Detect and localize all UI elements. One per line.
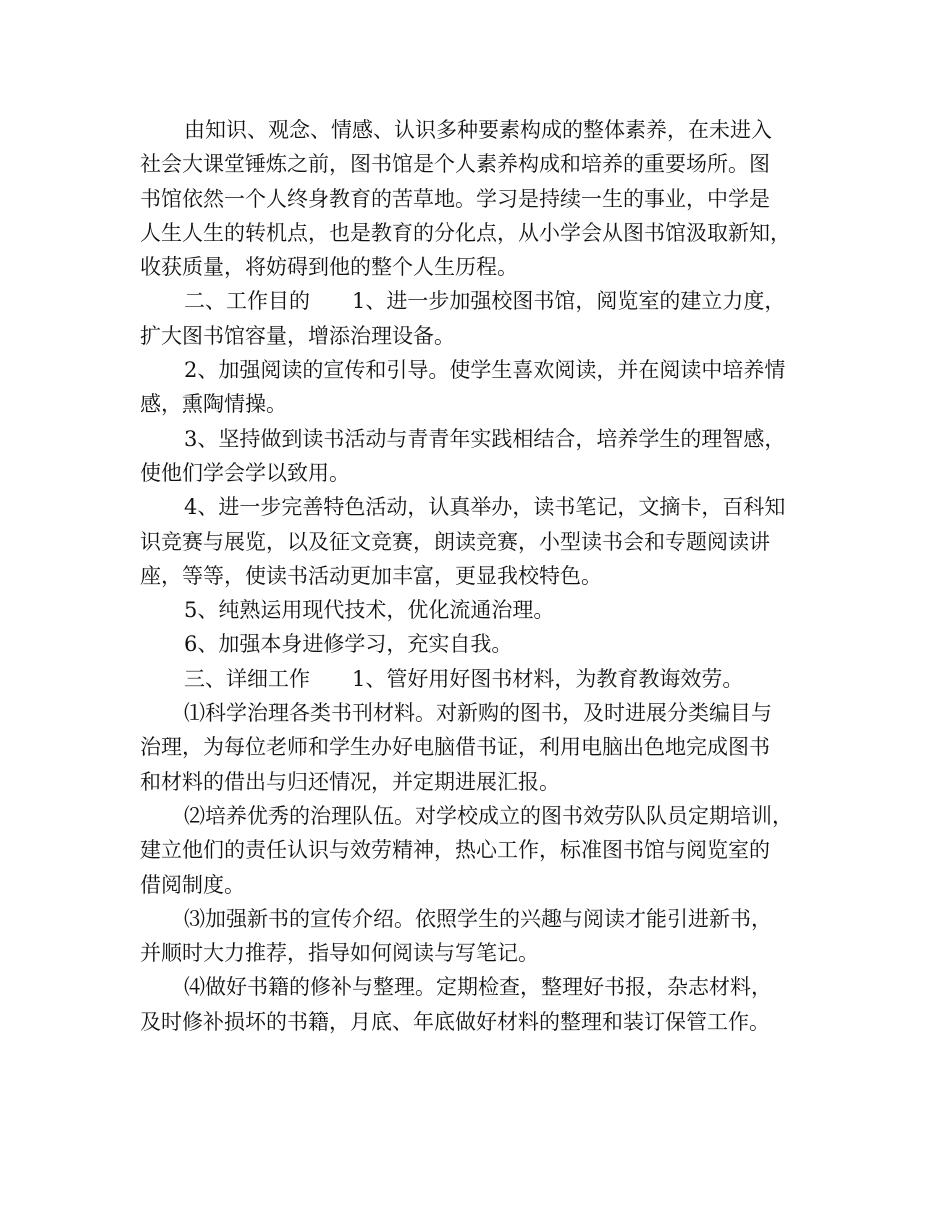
text-line: ⑴科学治理各类书刊材料。对新购的图书，及时进展分类编目与 (184, 701, 772, 726)
text-line: ⑷做好书籍的修补与整理。定期检查，整理好书报，杂志材料， (184, 975, 772, 1000)
text-line: 由知识、观念、情感、认识多种要素构成的整体素养，在未进入 (184, 118, 772, 142)
text-line: 三、详细工作 1、管好用好图书材料，为教育教诲效劳。 (184, 666, 744, 691)
text-line: ⑵培养优秀的治理队伍。对学校成立的图书效劳队队员定期培训， (184, 803, 793, 828)
text-line: 识竞赛与展览，以及征文竞赛，朗读竞赛，小型读书会和专题阅读讲 (140, 529, 770, 554)
text-line: 座，等等，使读书活动更加丰富，更显我校特色。 (140, 563, 602, 588)
text-line: 社会大课堂锤炼之前，图书馆是个人素养构成和培养的重要场所。图 (140, 152, 770, 177)
text-line: ⑶加强新书的宣传介绍。依照学生的兴趣与阅读才能引进新书， (184, 906, 772, 931)
text-line: 人生人生的转机点，也是教育的分化点，从小学会从图书馆汲取新知， (140, 220, 791, 245)
text-line: 6、加强本身进修学习，充实自我。 (184, 632, 513, 657)
text-line: 二、工作目的 1、进一步加强校图书馆，阅览室的建立力度， (184, 289, 786, 314)
text-line: 2、加强阅读的宣传和引导。使学生喜欢阅读，并在阅读中培养情 (184, 358, 786, 383)
text-line: 和材料的借出与归还情况，并定期进展汇报。 (140, 769, 560, 794)
text-line: 4、进一步完善特色活动，认真举办，读书笔记，文摘卡，百科知 (184, 495, 786, 520)
text-line: 借阅制度。 (140, 872, 245, 897)
text-line: 及时修补损坏的书籍，月底、年底做好材料的整理和装订保管工作。 (140, 1009, 770, 1034)
text-line: 并顺时大力推荐，指导如何阅读与写笔记。 (140, 941, 539, 966)
text-line: 使他们学会学以致用。 (140, 460, 350, 485)
text-line: 扩大图书馆容量，增添治理设备。 (140, 323, 455, 348)
text-line: 收获质量，将妨碍到他的整个人生历程。 (140, 255, 518, 280)
text-line: 3、坚持做到读书活动与青青年实践相结合，培养学生的理智感， (184, 426, 786, 451)
text-line: 5、纯熟运用现代技术，优化流通治理。 (184, 598, 555, 623)
text-line: 书馆依然一个人终身教育的苦草地。学习是持续一生的事业，中学是 (140, 186, 770, 211)
document-body (140, 113, 820, 1039)
text-line: 感，熏陶情操。 (140, 392, 287, 417)
text-line: 建立他们的责任认识与效劳精神，热心工作，标准图书馆与阅览室的 (140, 838, 770, 863)
text-line: 治理，为每位老师和学生办好电脑借书证，利用电脑出色地完成图书 (140, 735, 770, 760)
